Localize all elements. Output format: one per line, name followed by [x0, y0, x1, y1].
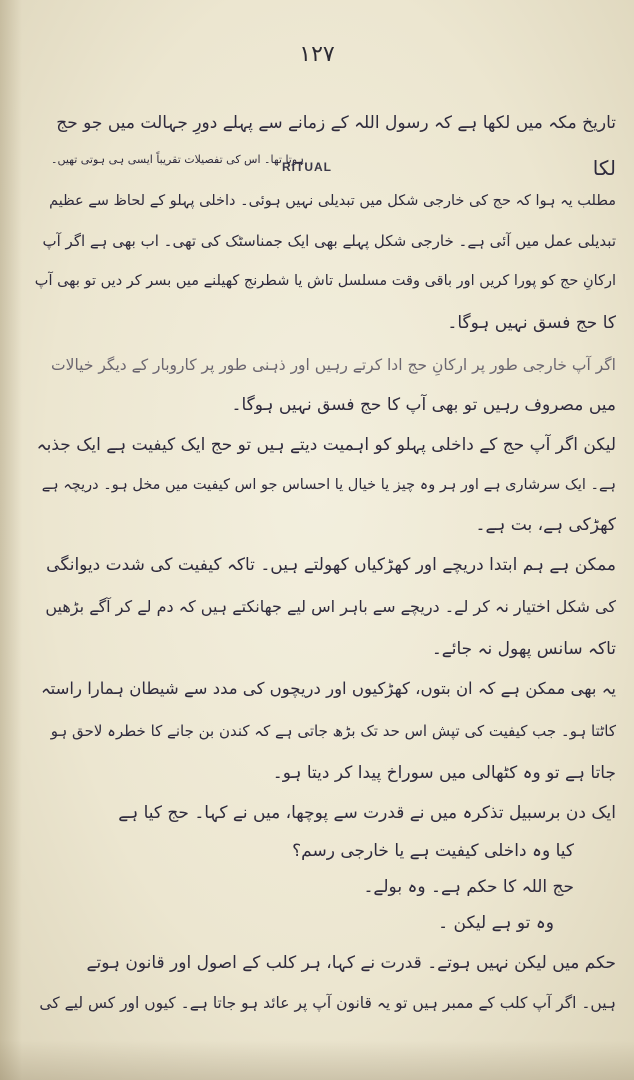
text-line: میں مصروف رہیں تو بھی آپ کا حج فسق نہیں ہوگا۔	[231, 395, 616, 415]
text-line: کا حج فسق نہیں ہوگا۔	[447, 313, 616, 333]
text-line: لکا	[592, 156, 616, 180]
text-line: تاریخ مکہ میں لکھا ہے کہ رسول اللہ کے زمانے سے پہلے دورِ جہالت میں جو حج	[56, 113, 616, 133]
text-line: لیکن اگر آپ حج کے داخلی پہلو کو اہمیت دیتے ہیں تو حج ایک کیفیت ہے ایک جذبہ	[36, 435, 616, 455]
text-line: ہیں۔ اگر آپ کلب کے ممبر ہیں تو یہ قانون آپ پر عائد ہو جاتا ہے۔ کیوں اور کس لیے کی	[39, 994, 616, 1012]
text-line: تبدیلی عمل میں آئی ہے۔ خارجی شکل پہلے بھی ایک جمناسٹک کی تھی۔ اب بھی ہے اگر آپ	[42, 232, 616, 250]
page-bottom-shadow	[0, 1040, 634, 1080]
text-line: حکم میں لیکن نہیں ہوتے۔ قدرت نے کہا، ہر کلب کے اصول اور قانون ہوتے	[86, 953, 616, 973]
text-line: یہ بھی ممکن ہے کہ ان بتوں، کھڑکیوں اور دریچوں کی مدد سے شیطان ہمارا راستہ	[40, 679, 616, 698]
text-line: مطلب یہ ہوا کہ حج کی خارجی شکل میں تبدیلی نہیں ہوئی۔ داخلی پہلو کے لحاظ سے عظیم	[49, 193, 616, 209]
text-line: کی شکل اختیار نہ کر لے۔ دریچے سے باہر اس لیے جھانکتے ہیں کہ دم لے کر آگے بڑھیں	[45, 597, 616, 616]
page-binding-shadow	[0, 0, 22, 1080]
text-line: ممکن ہے ہم ابتدا دریچے اور کھڑکیاں کھولتے ہیں۔ تاکہ کیفیت کی شدت دیوانگی	[46, 555, 616, 575]
text-line: ہے۔ ایک سرشاری ہے اور ہر وہ چیز یا خیال یا احساس جو اس کیفیت میں مخل ہو۔ دریچہ ہے	[41, 477, 616, 493]
text-line: کھڑکی ہے، بت ہے۔	[475, 515, 616, 535]
text-line: تاکہ سانس پھول نہ جائے۔	[431, 639, 616, 659]
page-number: ۱۲۷	[299, 42, 335, 67]
text-line: ہوتا تھا۔ اس کی تفصیلات تقریباً ایسی ہی ہوتی تھیں۔	[51, 153, 304, 166]
text-line: وہ تو ہے لیکن ۔	[438, 913, 554, 933]
text-line: کیا وہ داخلی کیفیت ہے یا خارجی رسم؟	[292, 841, 574, 861]
text-line: ارکانِ حج کو پورا کریں اور باقی وقت مسلسل تاش یا شطرنج کھیلنے میں بسر کر دیں تو بھی آپ	[34, 273, 616, 289]
text-line: جاتا ہے تو وہ کٹھالی میں سوراخ پیدا کر دیتا ہو۔	[272, 763, 616, 783]
text-line: ایک دن برسبیل تذکرہ میں نے قدرت سے پوچھا، میں نے کہا۔ حج کیا ہے	[118, 803, 616, 823]
text-line: کاٹتا ہو۔ جب کیفیت کی تپش اس حد تک بڑھ جاتی ہے کہ کندن بن جانے کا خطرہ لاحق ہو	[50, 722, 616, 740]
margin-note-ritual: RITUAL	[282, 160, 332, 174]
text-line: اگر آپ خارجی طور پر ارکانِ حج ادا کرتے رہیں اور ذہنی طور پر کاروبار کے دیگر خیالات	[51, 356, 616, 374]
text-line: حج اللہ کا حکم ہے۔ وہ بولے۔	[363, 877, 574, 897]
